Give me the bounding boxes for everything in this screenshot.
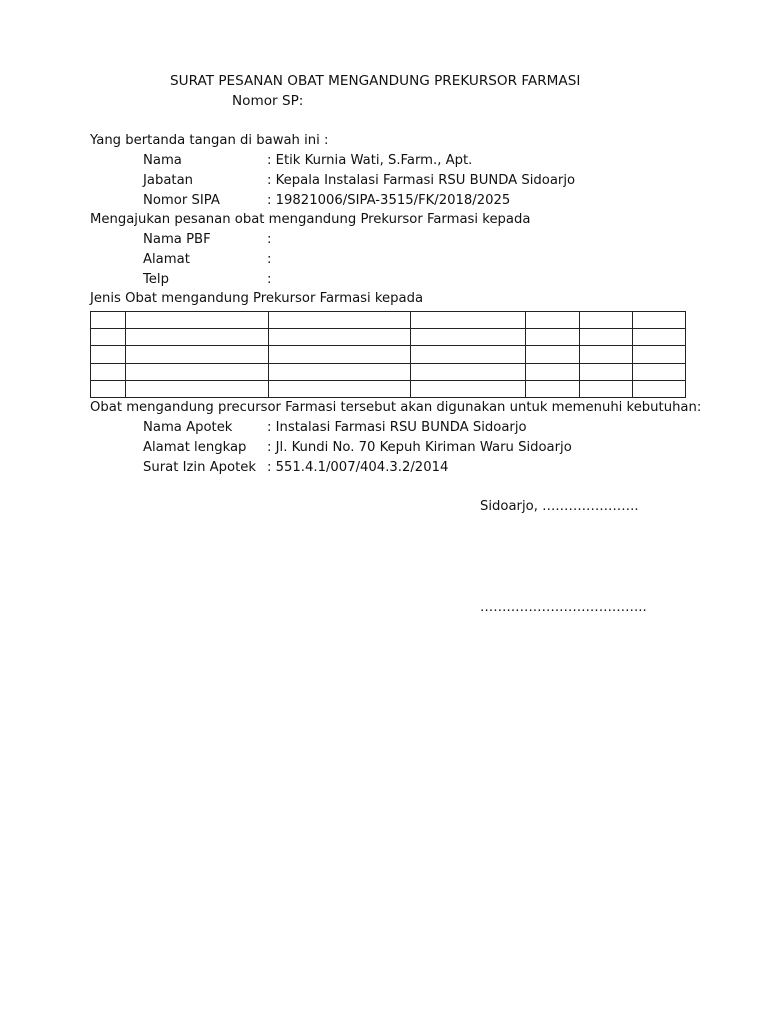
table-cell (91, 329, 126, 346)
pharmacy-license-value: : 551.4.1/007/404.3.2/2014 (267, 460, 449, 475)
supplier-name-label: Nama PBF (143, 232, 211, 247)
table-cell (580, 329, 633, 346)
table-cell (125, 363, 268, 380)
table-row (91, 312, 686, 329)
pharmacy-name-value: : Instalasi Farmasi RSU BUNDA Sidoarjo (267, 420, 527, 435)
table-cell (633, 363, 686, 380)
signer-position-label: Jabatan (143, 173, 194, 188)
table-cell (526, 346, 580, 363)
signer-name-value: : Etik Kurnia Wati, S.Farm., Apt. (267, 153, 473, 168)
table-cell (268, 363, 411, 380)
table-cell (125, 312, 268, 329)
signer-name-label: Nama (143, 153, 182, 168)
table-cell (633, 380, 686, 397)
table-row (91, 329, 686, 346)
table-cell (91, 363, 126, 380)
table-cell (91, 312, 126, 329)
table-cell (526, 380, 580, 397)
table-cell (268, 346, 411, 363)
table-cell (411, 363, 526, 380)
table-cell (91, 346, 126, 363)
table-row (91, 346, 686, 363)
table-cell (125, 380, 268, 397)
request-text: Mengajukan pesanan obat mengandung Prekursor Farmasi kepada (90, 212, 531, 227)
supplier-address-value: : (267, 252, 272, 267)
pharmacy-license-label: Surat Izin Apotek (143, 460, 257, 475)
pharmacy-address-label: Alamat lengkap (143, 440, 247, 455)
table-cell (526, 363, 580, 380)
signer-sipa-value: : 19821006/SIPA-3515/FK/2018/2025 (267, 193, 511, 208)
supplier-address-label: Alamat (143, 252, 190, 267)
table-cell (633, 346, 686, 363)
intro-text: Yang bertanda tangan di bawah ini : (90, 133, 329, 148)
table-cell (125, 346, 268, 363)
table-cell (580, 380, 633, 397)
table-cell (411, 329, 526, 346)
table-cell (580, 363, 633, 380)
table-row (91, 363, 686, 380)
pharmacy-address-value: : Jl. Kundi No. 70 Kepuh Kiriman Waru Sidoarjo (267, 440, 572, 455)
place-date: Sidoarjo, …………………. (480, 499, 639, 514)
table-cell (580, 312, 633, 329)
table-cell (633, 329, 686, 346)
table-cell (411, 380, 526, 397)
table-cell (411, 312, 526, 329)
table-cell (268, 329, 411, 346)
supplier-name-value: : (267, 232, 272, 247)
table-cell (91, 380, 126, 397)
table-cell (268, 380, 411, 397)
document-title: SURAT PESANAN OBAT MENGANDUNG PREKURSOR FARMASI (170, 73, 581, 89)
signer-sipa-label: Nomor SIPA (143, 193, 220, 208)
table-cell (526, 329, 580, 346)
purpose-text: Obat mengandung precursor Farmasi tersebut akan digunakan untuk memenuhi kebutuhan: (90, 400, 702, 415)
table-cell (580, 346, 633, 363)
table-heading: Jenis Obat mengandung Prekursor Farmasi kepada (90, 291, 424, 306)
signature-line: ……………………………….. (480, 600, 647, 615)
table-row (91, 380, 686, 397)
supplier-phone-label: Telp (143, 272, 169, 287)
table-cell (268, 312, 411, 329)
signer-position-value: : Kepala Instalasi Farmasi RSU BUNDA Sidoarjo (267, 173, 576, 188)
table-cell (526, 312, 580, 329)
pharmacy-name-label: Nama Apotek (143, 420, 233, 435)
table-cell (411, 346, 526, 363)
order-number-label: Nomor SP: (232, 93, 304, 109)
order-table (90, 311, 686, 398)
table-cell (125, 329, 268, 346)
supplier-phone-value: : (267, 272, 272, 287)
table-cell (633, 312, 686, 329)
